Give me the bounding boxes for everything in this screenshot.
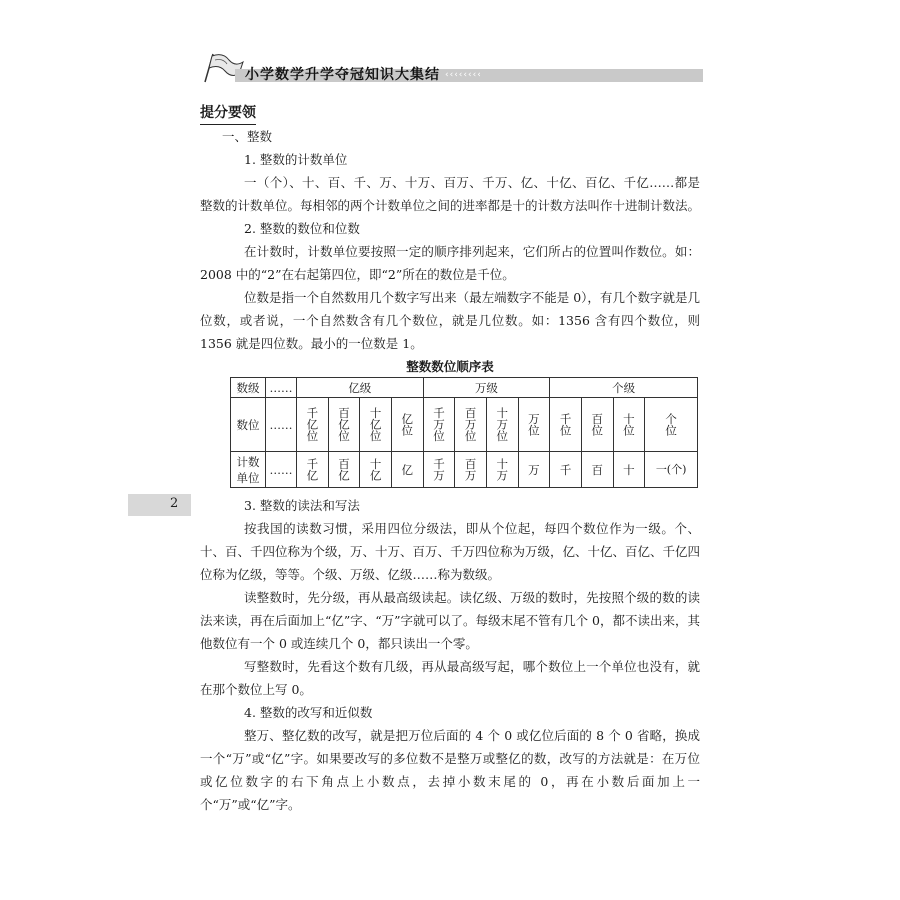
row-label-unit: 计数单位 [231,452,266,488]
unit-cell: 十 [613,452,645,488]
unit-cell: 千亿 [297,452,329,488]
header-title: 小学数学升学夺冠知识大集结 [245,67,440,83]
unit-cell: 百万 [455,452,487,488]
heading-integers: 一、整数 [222,129,273,144]
subheading-2: 2. 整数的数位和位数 [244,221,360,236]
place-cell: 万位 [518,398,550,452]
unit-cell: 万 [518,452,550,488]
row-label-place: 数位 [231,398,266,452]
place-cell: 千亿位 [297,398,329,452]
subheading-4: 4. 整数的改写和近似数 [244,705,373,720]
paragraph-2a: 在计数时，计数单位要按照一定的顺序排列起来，它们所占的位置叫作数位。如：2008 中的“2”在右起第四位，即“2”所在的数位是千位。 [200,244,700,282]
place-cell: 千万位 [423,398,455,452]
page-content [200,102,700,816]
place-cell: 百万位 [455,398,487,452]
section-title: 提分要领 [200,102,256,125]
header-dots: ‹‹‹‹‹‹‹‹ [445,70,482,80]
place-cell: 十万位 [486,398,518,452]
place-cell: 个位 [645,398,698,452]
unit-cell: 百 [581,452,613,488]
level-ge: 个级 [550,378,698,398]
unit-cell: 十亿 [360,452,392,488]
level-yi: 亿级 [297,378,424,398]
unit-cell: 百亿 [328,452,360,488]
subheading-3: 3. 整数的读法和写法 [244,498,360,513]
unit-cell: 亿 [391,452,423,488]
ellipsis-cell: …… [266,398,297,452]
level-wan: 万级 [423,378,550,398]
unit-cell: 一(个) [645,452,698,488]
place-cell: 十亿位 [360,398,392,452]
place-cell: 千位 [550,398,582,452]
unit-cell: 十万 [486,452,518,488]
place-cell: 百位 [581,398,613,452]
running-header [195,52,703,84]
subheading-1: 1. 整数的计数单位 [244,152,348,167]
ellipsis-cell: …… [266,452,297,488]
paragraph-1: 一（个）、十、百、千、万、十万、百万、千万、亿、十亿、百亿、千亿……都是整数的计数单位。每相邻的两个计数单位之间的进率都是十的计数方法叫作十进制计数法。 [200,175,701,213]
unit-cell: 千万 [423,452,455,488]
place-cell: 亿位 [391,398,423,452]
page-tab [128,494,191,516]
place-value-table [230,377,698,488]
table-title: 整数数位顺序表 [406,359,494,374]
ellipsis-cell: …… [266,378,297,398]
place-cell: 百亿位 [328,398,360,452]
unit-cell: 千 [550,452,582,488]
page-number: 2 [170,496,179,511]
paragraph-3b: 读整数时，先分级，再从最高级读起。读亿级、万级的数时，先按照个级的数的读法来读，再在后面加上“亿”字、“万”字就可以了。每级末尾不管有几个 0，都不读出来，其他数位有一个 0 或连续几个 0，都只读出一个零。 [200,590,700,651]
paragraph-3a: 按我国的读数习惯，采用四位分级法，即从个位起，每四个数位作为一级。个、十、百、千四位称为个级，万、十万、百万、千万四位称为万级，亿、十亿、百亿、千亿四位称为亿级，等等。个级、万级、亿级……称为数级。 [200,521,701,582]
row-label-level: 数级 [231,378,266,398]
place-cell: 十位 [613,398,645,452]
paragraph-3c: 写整数时，先看这个数有几级，再从最高级写起，哪个数位上一个单位也没有，就在那个数位上写 0。 [200,659,700,697]
paragraph-2b: 位数是指一个自然数用几个数字写出来（最左端数字不能是 0），有几个数字就是几位数，或者说，一个自然数含有几个数位，就是几位数。如：1356 含有四个数位，则 1356 就是四位数。最小的一位数是 1。 [200,290,700,351]
paragraph-4a: 整万、整亿数的改写，就是把万位后面的 4 个 0 或亿位后面的 8 个 0 省略，换成一个“万”或“亿”字。如果要改写的多位数不是整万或整亿的数，改写的方法就是：在万位或亿位数字的右下角点上小数点，去掉小数末尾的 0，再在小数后面加上一个“万”或“亿”字。 [200,728,700,812]
